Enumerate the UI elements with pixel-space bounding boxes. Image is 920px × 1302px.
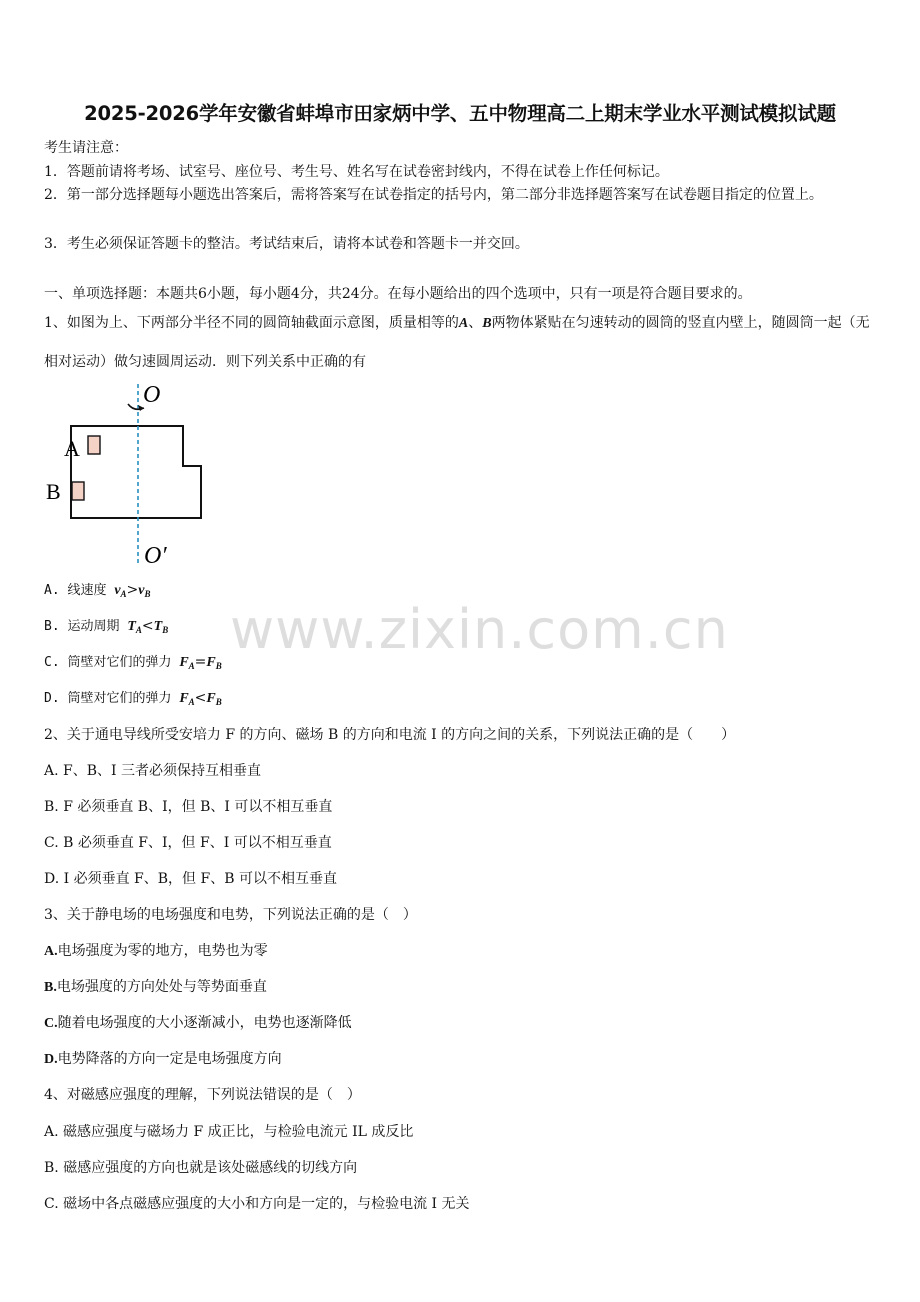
block-a — [88, 436, 100, 454]
q3-option-d: D.电势降落的方向一定是电场强度方向 — [44, 1051, 282, 1067]
section-heading: 一、单项选择题：本题共6小题，每小题4分，共24分。在每小题给出的四个选项中，只有一项是符合题目要求的。 — [44, 286, 752, 302]
notice-item-3: 3．考生必须保证答题卡的整洁。考试结束后，请将本试卷和答题卡一并交回。 — [44, 236, 529, 252]
q3-option-c: C.随着电场强度的大小逐渐减小，电势也逐渐降低 — [44, 1015, 352, 1031]
notice-item-1: 1．答题前请将考场、试室号、座位号、考生号、姓名写在试卷密封线内，不得在试卷上作任何标记。 — [44, 164, 669, 180]
cylinder-diagram — [40, 378, 220, 574]
q1-option-d: D. 筒壁对它们的弹力 $F_A<F_B$ — [44, 690, 222, 707]
watermark: www.zixin.com.cn — [230, 598, 729, 661]
q4-option-c: C. 磁场中各点磁感应强度的大小和方向是一定的，与检验电流 I 无关 — [44, 1196, 470, 1212]
question-1-stem — [44, 304, 880, 381]
q2-option-b: B. F 必须垂直 B、I，但 B、I 可以不相互垂直 — [44, 799, 333, 815]
q1-option-a: A. 线速度 $v_A>v_B$ — [44, 582, 151, 599]
q1-option-c: C. 筒壁对它们的弹力 $F_A=F_B$ — [44, 654, 222, 671]
block-b — [72, 482, 84, 500]
q3-option-a: A.电场强度为零的地方，电势也为零 — [44, 943, 268, 959]
notice-heading: 考生请注意： — [44, 140, 128, 156]
q1-var-a: A — [458, 316, 469, 331]
page-title: 2025-2026学年安徽省蚌埠市田家炳中学、五中物理高二上期末学业水平测试模拟试题 — [84, 102, 836, 125]
q1-var-b: B — [482, 316, 492, 331]
axis-label-top: O — [143, 382, 161, 408]
q3-option-b: B.电场强度的方向处处与等势面垂直 — [44, 979, 267, 995]
q2-option-d: D. I 必须垂直 F、B，但 F、B 可以不相互垂直 — [44, 871, 337, 887]
q4-option-b: B. 磁感应强度的方向也就是该处磁感线的切线方向 — [44, 1160, 358, 1176]
q4-option-a: A. 磁感应强度与磁场力 F 成正比，与检验电流元 IL 成反比 — [44, 1124, 414, 1140]
q1-sep: 、 — [468, 315, 483, 331]
q1-stem-part-b: 两物体紧贴在匀速转动的圆筒的竖直内壁上，随圆筒一起（无相对运动）做匀速圆周运动．则下列关系中正确的有 — [44, 315, 870, 370]
q1-option-b: B. 运动周期 $T_A<T_B$ — [44, 618, 169, 635]
q2-option-a: A. F、B、I 三者必须保持互相垂直 — [44, 763, 261, 779]
axis-label-bottom: O′ — [144, 543, 167, 569]
q2-option-c: C. B 必须垂直 F、I，但 F、I 可以不相互垂直 — [44, 835, 332, 851]
q1-stem-part-a: 1、如图为上、下两部分半径不同的圆筒轴截面示意图，质量相等的 — [44, 315, 459, 331]
question-2-stem: 2、关于通电导线所受安培力 F 的方向、磁场 B 的方向和电流 I 的方向之间的关系，下列说法正确的是（ ） — [44, 727, 736, 743]
notice-item-2: 2．第一部分选择题每小题选出答案后，需将答案写在试卷指定的括号内，第二部分非选择题答案写在试卷题目指定的位置上。 — [44, 187, 823, 203]
question-3-stem: 3、关于静电场的电场强度和电势，下列说法正确的是（ ） — [44, 907, 417, 923]
question-4-stem: 4、对磁感应强度的理解，下列说法错误的是（ ） — [44, 1087, 361, 1103]
label-a: A — [64, 436, 80, 461]
label-b: B — [46, 479, 61, 504]
